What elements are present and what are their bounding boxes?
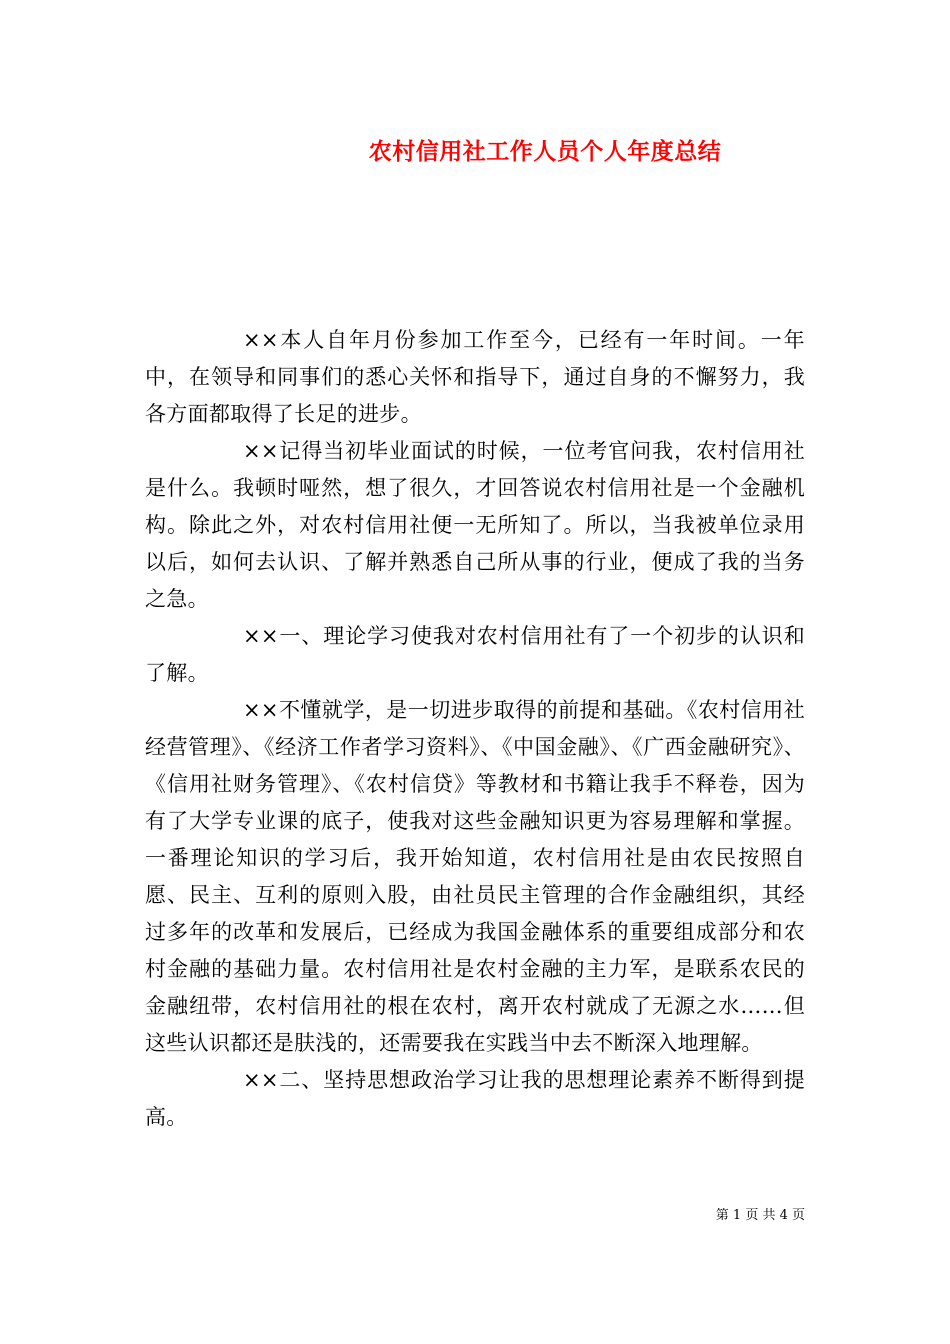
paragraph: ××本人自年月份参加工作至今，已经有一年时间。一年中，在领导和同事们的悉心关怀和指导下，通过自身的不懈努力，我各方面都取得了长足的进步。 bbox=[145, 328, 805, 426]
paragraph: ××一、理论学习使我对农村信用社有了一个初步的认识和了解。 bbox=[145, 624, 805, 685]
paragraph: ××不懂就学，是一切进步取得的前提和基础。《农村信用社经营管理》、《经济工作者学习资料》、《中国金融》、《广西金融研究》、《信用社财务管理》、《农村信贷》等教材和书籍让我手不释卷，因为有了大学专业课的底子，使我对这些金融知识更为容易理解和掌握。一番理论知识的学习后，我开始知道，农村信用社是由农民按照自愿、民主、互利的原则入股，由社员民主管理的合作金融组织，其经过多年的改革和发展后，已经成为我国金融体系的重要组成部分和农村金融的基础力量。农村信用社是农村金融的主力军，是联系农民的金融纽带，农村信用社的根在农村，离开农村就成了无源之水……但这些认识都还是肤浅的，还需要我在实践当中去不断深入地理解。 bbox=[145, 698, 805, 1055]
page-number-footer: 第 1 页 共 4 页 bbox=[715, 1208, 805, 1223]
paragraph: ××二、坚持思想政治学习让我的思想理论素养不断得到提高。 bbox=[145, 1068, 805, 1129]
paragraph: ××记得当初毕业面试的时候，一位考官问我，农村信用社是什么。我顿时哑然，想了很久，才回答说农村信用社是一个金融机构。除此之外，对农村信用社便一无所知了。所以，当我被单位录用以后，如何去认识、了解并熟悉自己所从事的行业，便成了我的当务之急。 bbox=[145, 439, 805, 611]
document-title: 农村信用社工作人员个人年度总结 bbox=[368, 138, 722, 165]
document-body bbox=[145, 322, 805, 1136]
